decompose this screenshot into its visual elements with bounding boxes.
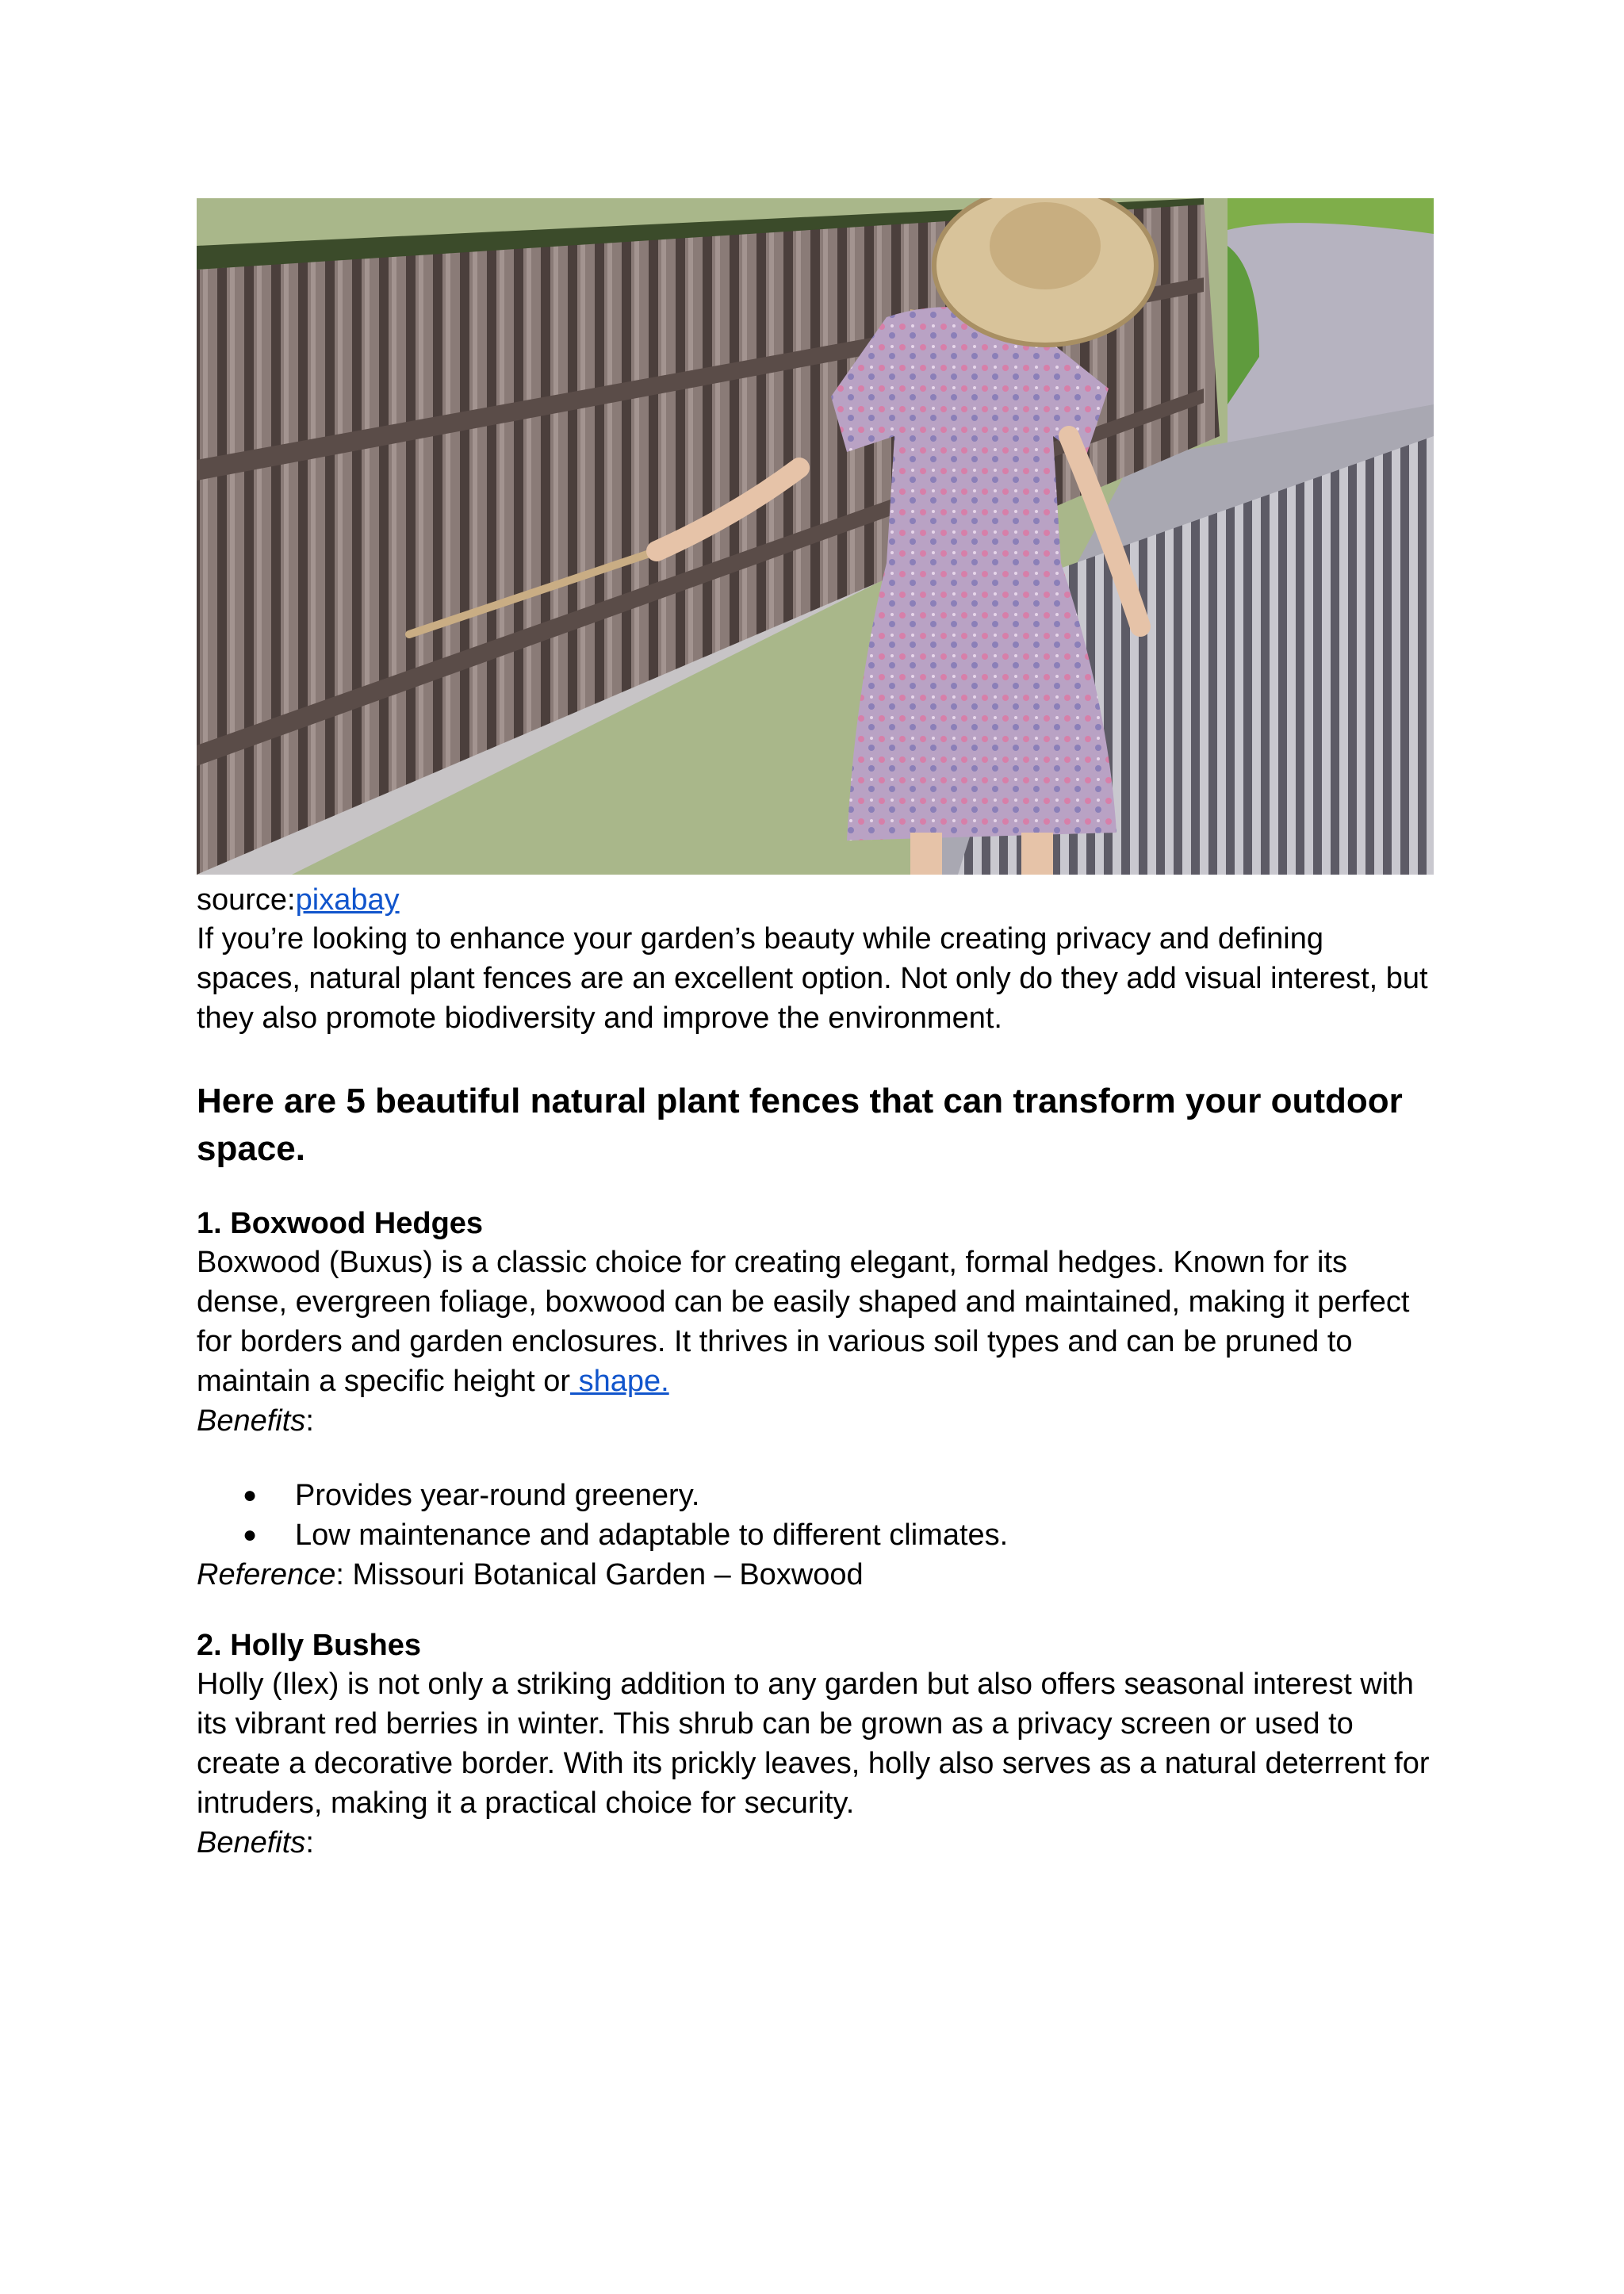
caption-source-link[interactable]: pixabay [295, 883, 400, 917]
document-page [197, 198, 1434, 1863]
intro-paragraph: If you’re looking to enhance your garden’s beauty while creating privacy and defining spaces, natural plant fences are an excellent option. Not only do they add visual interest, but they also promote biodiversity and improve the environment. [197, 922, 1428, 1035]
bullet-icon: ● [243, 1482, 258, 1508]
item-1-title: 1. Boxwood Hedges [197, 1207, 484, 1240]
bullet-icon: ● [243, 1522, 258, 1548]
hero-image [197, 198, 1434, 875]
benefit-text: Low maintenance and adaptable to different climates. [295, 1518, 1009, 1552]
benefits-label-text: Benefits [197, 1826, 306, 1859]
benefits-label-text: Benefits [197, 1404, 306, 1438]
reference-label: Reference [197, 1558, 336, 1591]
item-2-title: 2. Holly Bushes [197, 1629, 421, 1662]
item-1-reference [197, 1555, 1434, 1595]
benefits-label-colon: : [305, 1404, 314, 1438]
item-2-benefits-label [197, 1823, 1434, 1863]
item-1-benefits-label [197, 1401, 1434, 1441]
caption-prefix: source: [197, 883, 296, 917]
item-2-paragraph: Holly (Ilex) is not only a striking addition to any garden but also offers seasonal interest with its vibrant red berries in winter. This shrub can be grown as a privacy screen or used to create a decorative border. With its prickly leaves, holly also serves as a natural deterrent for intruders, making it a practical choice for security. [197, 1668, 1430, 1820]
item-1-paragraph [197, 1243, 1434, 1401]
item-1-benefits-list [197, 1476, 1434, 1555]
image-caption [197, 881, 1434, 919]
item-1-shape-link[interactable]: shape. [570, 1365, 669, 1398]
item-1-paragraph-text: Boxwood (Buxus) is a classic choice for creating elegant, formal hedges. Known for its dense, evergreen foliage, boxwood can be easily shaped and maintained, making it perfect for borders and garden enclosures. It thrives in various soil types and can be pruned to maintain a specific height or [197, 1246, 1410, 1398]
reference-text: : Missouri Botanical Garden – Boxwood [335, 1558, 864, 1591]
list-item [243, 1515, 1434, 1555]
benefit-text: Provides year-round greenery. [295, 1479, 700, 1512]
benefits-label-colon: : [305, 1826, 314, 1859]
section-heading: Here are 5 beautiful natural plant fences that can transform your outdoor space. [197, 1082, 1403, 1168]
list-item [243, 1476, 1434, 1515]
